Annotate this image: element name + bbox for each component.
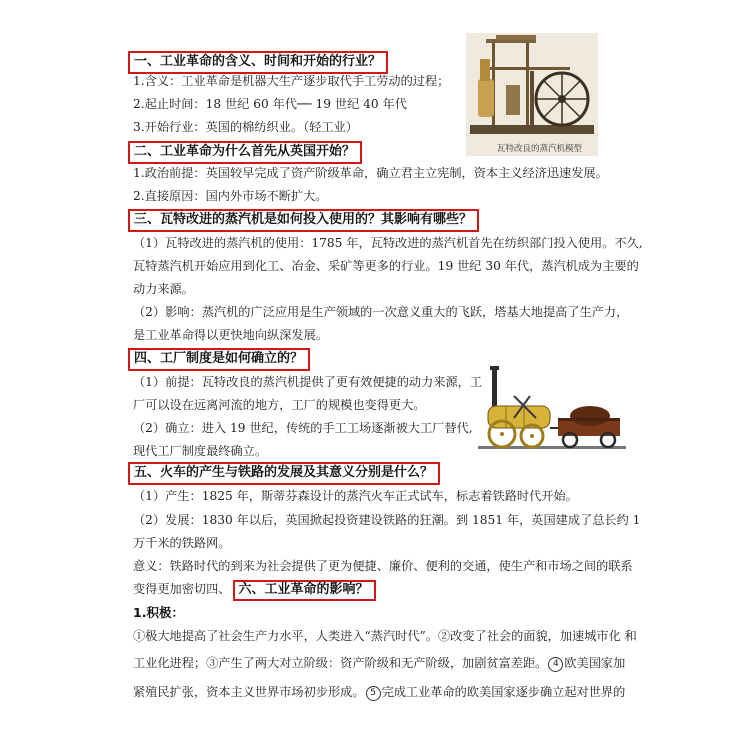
s6-line-3-text: 紧殖民扩张，资本主义世界市场初步形成。	[133, 685, 365, 699]
s6-line-3	[133, 684, 625, 701]
s2-line-2: 2.直接原因：国内外市场不断扩大。	[133, 189, 328, 203]
s3-line-2: 瓦特蒸汽机开始应用到化工、冶金、采矿等更多的行业。19 世纪 30 年代，蒸汽机成为主要的	[133, 259, 639, 273]
s6-line-2-text: 工业化进程；③产生了两大对立阶级：资产阶级和无产阶级，加剧贫富差距。	[133, 656, 548, 670]
s5-line-4: 意义：铁路时代的到来为社会提供了更为便捷、廉价、便利的交通，使生产和市场之间的联系	[133, 559, 633, 573]
s3-line-5: 是工业革命得以更快地向纵深发展。	[133, 328, 328, 342]
heading-3: 三、瓦特改进的蒸汽机是如何投入使用的？其影响有哪些？	[128, 209, 479, 232]
s3-line-4: （2）影响：蒸汽机的广泛应用是生产领域的一次意义重大的飞跃，塔基大地提高了生产力，	[133, 305, 629, 319]
s5-line-3: 万千米的铁路网。	[133, 536, 231, 550]
s4-line-3: （2）确立：进入 19 世纪，传统的手工工场逐渐被大工厂替代,	[133, 421, 473, 435]
heading-2: 二、工业革命为什么首先从英国开始？	[128, 141, 362, 164]
circled-number-4: 4	[548, 657, 563, 672]
s5-line-1: （1）产生：1825 年，斯蒂芬森设计的蒸汽火车正式试车，标志着铁路时代开始。	[133, 489, 578, 503]
heading-1: 一、工业革命的含义、时间和开始的行业？	[128, 51, 388, 74]
s1-line-1: 1.含义：工业革命是机器大生产逐步取代手工劳动的过程；	[133, 74, 450, 88]
locomotive-image	[478, 366, 626, 458]
s5-line-5	[133, 580, 376, 601]
s1-line-3: 3.开始行业：英国的棉纺织业。（轻工业）	[133, 120, 358, 134]
s6-line-2-tail: 欧美国家加	[564, 656, 626, 670]
s6-subheading: 1.积极：	[133, 605, 184, 620]
s2-line-1: 1.政治前提：英国较早完成了资产阶级革命，确立君主立宪制，资本主义经济迅速发展。	[133, 166, 608, 180]
s6-line-1: ①极大地提高了社会生产力水平，人类进入“蒸汽时代”。②改变了社会的面貌，加速城市化 和	[133, 629, 637, 643]
s5-line-2: （2）发展：1830 年以后，英国掀起投资建设铁路的狂潮。到 1851 年，英国建成了总长约 1	[133, 513, 641, 527]
heading-4: 四、工厂制度是如何确立的？	[128, 348, 310, 371]
s5-line-5-text: 变得更加密切四、	[133, 582, 231, 596]
s3-line-3: 动力来源。	[133, 282, 194, 296]
s6-line-3-tail: 完成工业革命的欧美国家逐步确立起对世界的	[381, 685, 626, 699]
steam-engine-caption: 瓦特改良的蒸汽机模型	[497, 144, 583, 154]
heading-6: 六、工业革命的影响？	[233, 580, 376, 601]
s3-line-1: （1）瓦特改进的蒸汽机的使用：1785 年，瓦特改进的蒸汽机首先在纺织部门投入使用。不久,	[133, 236, 643, 250]
heading-5: 五、火车的产生与铁路的发展及其意义分别是什么？	[128, 462, 440, 485]
s4-line-1: （1）前提：瓦特改良的蒸汽机提供了更有效便捷的动力来源，工	[133, 375, 483, 389]
s4-line-2: 厂可以设在远离河流的地方，工厂的规模也变得更大。	[133, 398, 426, 412]
s6-line-2	[133, 655, 625, 672]
steam-engine-image	[466, 33, 598, 156]
s1-line-2: 2.起止时间：18 世纪 60 年代── 19 世纪 40 年代	[133, 97, 407, 111]
s4-line-4: 现代工厂制度最终确立。	[133, 444, 268, 458]
circled-number-5: 5	[366, 686, 381, 701]
